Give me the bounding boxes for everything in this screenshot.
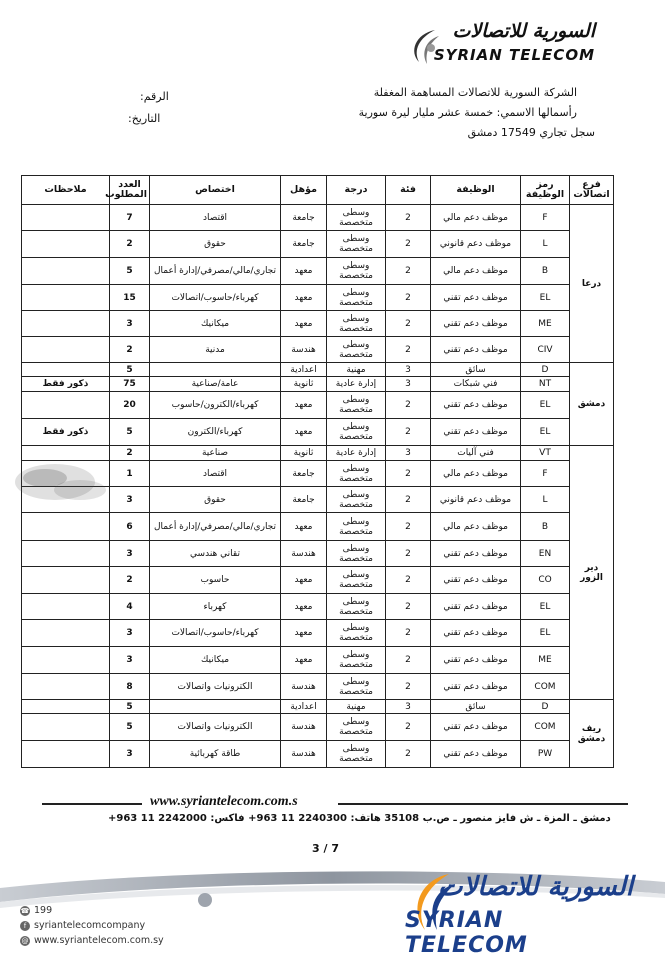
job-cell: موظف دعم تقني	[431, 674, 521, 700]
specialty-cell: ميكانيك	[150, 647, 281, 674]
required-count-cell: 6	[110, 513, 150, 541]
grade-cell: 2	[386, 513, 431, 541]
job-cell: سائق	[431, 363, 521, 377]
job-cell: موظف دعم تقني	[431, 594, 521, 620]
grade-cell: 2	[386, 714, 431, 741]
grade-cell: 2	[386, 647, 431, 674]
code-cell: EL	[521, 285, 570, 311]
date-label: التاريخ:	[128, 112, 161, 125]
job-cell: موظف دعم تقني	[431, 285, 521, 311]
level-cell: وسطى متخصصة	[327, 205, 386, 231]
table-header-row	[22, 176, 614, 205]
specialty-cell: الكترونيات واتصالات	[150, 714, 281, 741]
header-specialty: اختصاص	[150, 176, 281, 205]
qualification-cell: هندسة	[281, 541, 327, 567]
level-cell: مهنية	[327, 363, 386, 377]
code-cell: ME	[521, 311, 570, 337]
required-count-cell: 8	[110, 674, 150, 700]
level-cell: وسطى متخصصة	[327, 541, 386, 567]
qualification-cell: ثانوية	[281, 446, 327, 461]
level-cell: وسطى متخصصة	[327, 714, 386, 741]
level-cell: وسطى متخصصة	[327, 419, 386, 446]
scan-smudge	[0, 450, 140, 520]
footer-contact-item	[20, 935, 164, 946]
company-logo-top	[405, 20, 605, 70]
grade-cell: 2	[386, 620, 431, 647]
required-count-cell: 2	[110, 337, 150, 363]
required-count-cell: 1	[110, 461, 150, 487]
notes-cell	[22, 741, 110, 768]
level-cell: مهنية	[327, 700, 386, 714]
notes-cell	[22, 337, 110, 363]
table-row	[22, 567, 614, 594]
specialty-cell: اقتصاد	[150, 205, 281, 231]
grade-cell: 2	[386, 285, 431, 311]
job-cell: موظف دعم تقني	[431, 741, 521, 768]
code-cell: EL	[521, 594, 570, 620]
required-count-cell: 3	[110, 487, 150, 513]
notes-cell	[22, 674, 110, 700]
table-row	[22, 205, 614, 231]
specialty-cell: كهرباء/حاسوب/اتصالات	[150, 620, 281, 647]
required-count-cell: 3	[110, 541, 150, 567]
footer-contact-text: www.syriantelecom.com.sy	[34, 935, 164, 946]
required-count-cell: 3	[110, 741, 150, 768]
specialty-cell: كهرباء/الكترون/حاسوب	[150, 392, 281, 419]
job-cell: سائق	[431, 700, 521, 714]
code-cell: D	[521, 700, 570, 714]
table-row	[22, 377, 614, 392]
letterhead-company: الشركة السورية للاتصالات المساهمة المغفلة	[373, 86, 577, 99]
facebook-icon: f	[20, 921, 30, 931]
company-name-en-bottom: SYRIAN TELECOM	[405, 908, 528, 958]
table-row	[22, 231, 614, 258]
level-cell: وسطى متخصصة	[327, 231, 386, 258]
notes-cell: ذكور فقط	[22, 419, 110, 446]
specialty-cell: حقوق	[150, 231, 281, 258]
job-cell: موظف دعم مالي	[431, 461, 521, 487]
specialty-cell: حقوق	[150, 487, 281, 513]
table-row	[22, 541, 614, 567]
code-cell: B	[521, 258, 570, 285]
grade-cell: 2	[386, 461, 431, 487]
code-cell: B	[521, 513, 570, 541]
job-cell: موظف دعم مالي	[431, 513, 521, 541]
qualification-cell: جامعة	[281, 205, 327, 231]
qualification-cell: هندسة	[281, 741, 327, 768]
notes-cell	[22, 700, 110, 714]
code-cell: EN	[521, 541, 570, 567]
code-cell: F	[521, 205, 570, 231]
required-count-cell: 5	[110, 258, 150, 285]
level-cell: وسطى متخصصة	[327, 337, 386, 363]
branch-cell: دمشق	[570, 363, 614, 446]
table-row	[22, 285, 614, 311]
required-count-cell: 2	[110, 231, 150, 258]
notes-cell	[22, 620, 110, 647]
reference-label: الرقم:	[140, 90, 169, 103]
table-row	[22, 674, 614, 700]
level-cell: وسطى متخصصة	[327, 741, 386, 768]
required-count-cell: 5	[110, 714, 150, 741]
code-cell: PW	[521, 741, 570, 768]
footer-line-left	[42, 803, 142, 805]
specialty-cell	[150, 363, 281, 377]
notes-cell	[22, 392, 110, 419]
company-logo-bottom	[405, 870, 645, 958]
table-row	[22, 363, 614, 377]
job-cell: موظف دعم تقني	[431, 567, 521, 594]
table-row	[22, 594, 614, 620]
required-count-cell: 75	[110, 377, 150, 392]
level-cell: وسطى متخصصة	[327, 674, 386, 700]
required-count-cell: 3	[110, 620, 150, 647]
table-row	[22, 337, 614, 363]
level-cell: وسطى متخصصة	[327, 311, 386, 337]
level-cell: وسطى متخصصة	[327, 461, 386, 487]
specialty-cell: صناعية	[150, 446, 281, 461]
qualification-cell: معهد	[281, 311, 327, 337]
notes-cell	[22, 567, 110, 594]
grade-cell: 2	[386, 741, 431, 768]
job-cell: موظف دعم قانوني	[431, 231, 521, 258]
level-cell: إدارة عادية	[327, 377, 386, 392]
qualification-cell: معهد	[281, 620, 327, 647]
table-row	[22, 311, 614, 337]
grade-cell: 2	[386, 419, 431, 446]
level-cell: وسطى متخصصة	[327, 647, 386, 674]
table-row	[22, 620, 614, 647]
specialty-cell: عامة/صناعية	[150, 377, 281, 392]
level-cell: وسطى متخصصة	[327, 285, 386, 311]
level-cell: وسطى متخصصة	[327, 567, 386, 594]
qualification-cell: اعدادية	[281, 700, 327, 714]
code-cell: COM	[521, 674, 570, 700]
grade-cell: 2	[386, 541, 431, 567]
required-count-cell: 3	[110, 647, 150, 674]
qualification-cell: اعدادية	[281, 363, 327, 377]
specialty-cell: تقاني هندسي	[150, 541, 281, 567]
job-cell: موظف دعم قانوني	[431, 487, 521, 513]
qualification-cell: جامعة	[281, 487, 327, 513]
required-count-cell: 5	[110, 363, 150, 377]
job-cell: موظف دعم مالي	[431, 258, 521, 285]
company-name-en: SYRIAN TELECOM	[433, 46, 595, 64]
grade-cell: 3	[386, 377, 431, 392]
job-cell: موظف دعم تقني	[431, 419, 521, 446]
qualification-cell: هندسة	[281, 674, 327, 700]
notes-cell	[22, 594, 110, 620]
grade-cell: 2	[386, 674, 431, 700]
grade-cell: 3	[386, 446, 431, 461]
table-row	[22, 419, 614, 446]
specialty-cell: ميكانيك	[150, 311, 281, 337]
branch-cell: درعا	[570, 205, 614, 363]
job-cell: فني شبكات	[431, 377, 521, 392]
qualification-cell: معهد	[281, 513, 327, 541]
footer-contact-text: syriantelecomcompany	[34, 920, 146, 931]
specialty-cell: حاسوب	[150, 567, 281, 594]
table-row	[22, 647, 614, 674]
web-icon: @	[21, 936, 29, 945]
code-cell: D	[521, 363, 570, 377]
required-count-cell: 20	[110, 392, 150, 419]
grade-cell: 3	[386, 363, 431, 377]
table-row	[22, 392, 614, 419]
job-cell: موظف دعم تقني	[431, 541, 521, 567]
code-cell: NT	[521, 377, 570, 392]
table-row	[22, 258, 614, 285]
grade-cell: 2	[386, 205, 431, 231]
level-cell: وسطى متخصصة	[327, 392, 386, 419]
qualification-cell: هندسة	[281, 714, 327, 741]
code-cell: ME	[521, 647, 570, 674]
page-number: 3 / 7	[312, 842, 339, 855]
specialty-cell: كهرباء/الكترون	[150, 419, 281, 446]
notes-cell	[22, 714, 110, 741]
qualification-cell: جامعة	[281, 231, 327, 258]
grade-cell: 3	[386, 700, 431, 714]
level-cell: وسطى متخصصة	[327, 620, 386, 647]
header-level: درجة	[327, 176, 386, 205]
branch-cell: ريف دمشق	[570, 700, 614, 768]
notes-cell	[22, 205, 110, 231]
grade-cell: 2	[386, 258, 431, 285]
level-cell: وسطى متخصصة	[327, 487, 386, 513]
level-cell: وسطى متخصصة	[327, 513, 386, 541]
notes-cell	[22, 647, 110, 674]
grade-cell: 2	[386, 231, 431, 258]
code-cell: EL	[521, 419, 570, 446]
header-required: العدد المطلوب	[110, 176, 150, 205]
notes-cell	[22, 541, 110, 567]
required-count-cell: 2	[110, 567, 150, 594]
footer-line-right	[338, 803, 628, 805]
grade-cell: 2	[386, 594, 431, 620]
grade-cell: 2	[386, 311, 431, 337]
table-row	[22, 714, 614, 741]
code-cell: COM	[521, 714, 570, 741]
table-row	[22, 700, 614, 714]
grade-cell: 2	[386, 487, 431, 513]
table-row	[22, 741, 614, 768]
level-cell: وسطى متخصصة	[327, 258, 386, 285]
footer-contact-text: 199	[34, 905, 53, 916]
code-cell: CIV	[521, 337, 570, 363]
notes-cell	[22, 285, 110, 311]
code-cell: EL	[521, 620, 570, 647]
qualification-cell: معهد	[281, 392, 327, 419]
job-cell: موظف دعم تقني	[431, 311, 521, 337]
job-cell: فني آليات	[431, 446, 521, 461]
grade-cell: 2	[386, 337, 431, 363]
specialty-cell: طاقة كهربائية	[150, 741, 281, 768]
header-notes: ملاحظات	[22, 176, 110, 205]
required-count-cell: 7	[110, 205, 150, 231]
qualification-cell: معهد	[281, 594, 327, 620]
specialty-cell: تجاري/مالي/مصرفي/إدارة أعمال	[150, 258, 281, 285]
qualification-cell: معهد	[281, 285, 327, 311]
code-cell: VT	[521, 446, 570, 461]
required-count-cell: 2	[110, 446, 150, 461]
company-name-ar: السورية للاتصالات	[452, 20, 595, 42]
code-cell: EL	[521, 392, 570, 419]
qualification-cell: جامعة	[281, 461, 327, 487]
code-cell: F	[521, 461, 570, 487]
level-cell: إدارة عادية	[327, 446, 386, 461]
qualification-cell: ثانوية	[281, 377, 327, 392]
qualification-cell: معهد	[281, 647, 327, 674]
notes-cell	[22, 363, 110, 377]
qualification-cell: معهد	[281, 567, 327, 594]
job-cell: موظف دعم تقني	[431, 337, 521, 363]
footer-contact-item	[20, 920, 145, 931]
required-count-cell: 15	[110, 285, 150, 311]
qualification-cell: معهد	[281, 419, 327, 446]
header-qualification: مؤهل	[281, 176, 327, 205]
header-job: الوظيفة	[431, 176, 521, 205]
required-count-cell: 5	[110, 700, 150, 714]
job-cell: موظف دعم تقني	[431, 714, 521, 741]
notes-cell	[22, 311, 110, 337]
specialty-cell: الكترونيات واتصالات	[150, 674, 281, 700]
header-code: رمز الوظيفة	[521, 176, 570, 205]
header-branch: فرع اتصالات	[570, 176, 614, 205]
footer-website: www.syriantelecom.com.s	[150, 794, 298, 809]
letterhead-capital: رأسمالها الاسمي: خمسة عشر مليار ليرة سورية	[358, 106, 577, 119]
code-cell: L	[521, 231, 570, 258]
job-cell: موظف دعم تقني	[431, 647, 521, 674]
level-cell: وسطى متخصصة	[327, 594, 386, 620]
notes-cell: ذكور فقط	[22, 377, 110, 392]
specialty-cell: كهرباء/حاسوب/اتصالات	[150, 285, 281, 311]
letterhead-register: سجل تجاري 17549 دمشق	[467, 126, 595, 139]
specialty-cell: اقتصاد	[150, 461, 281, 487]
qualification-cell: هندسة	[281, 337, 327, 363]
specialty-cell: كهرباء	[150, 594, 281, 620]
branch-cell: دير الزور	[570, 446, 614, 700]
footer-address: دمشق ـ المزة ـ ش فايز منصور ـ ص.ب 35108 هاتف: 2240300 11 963+ فاكس: 2242000 11 963+	[108, 813, 611, 824]
required-count-cell: 4	[110, 594, 150, 620]
specialty-cell: مدنية	[150, 337, 281, 363]
required-count-cell: 3	[110, 311, 150, 337]
qualification-cell: معهد	[281, 258, 327, 285]
job-cell: موظف دعم تقني	[431, 392, 521, 419]
notes-cell	[22, 258, 110, 285]
grade-cell: 2	[386, 392, 431, 419]
notes-cell	[22, 231, 110, 258]
code-cell: L	[521, 487, 570, 513]
specialty-cell	[150, 700, 281, 714]
specialty-cell: تجاري/مالي/مصرفي/إدارة أعمال	[150, 513, 281, 541]
header-grade: فئة	[386, 176, 431, 205]
job-cell: موظف دعم تقني	[431, 620, 521, 647]
required-count-cell: 5	[110, 419, 150, 446]
phone-icon: ☎	[20, 906, 30, 915]
footer-contact-item	[20, 905, 52, 916]
company-name-ar-bottom: السورية للاتصالات	[438, 872, 633, 902]
code-cell: CO	[521, 567, 570, 594]
job-cell: موظف دعم مالي	[431, 205, 521, 231]
grade-cell: 2	[386, 567, 431, 594]
